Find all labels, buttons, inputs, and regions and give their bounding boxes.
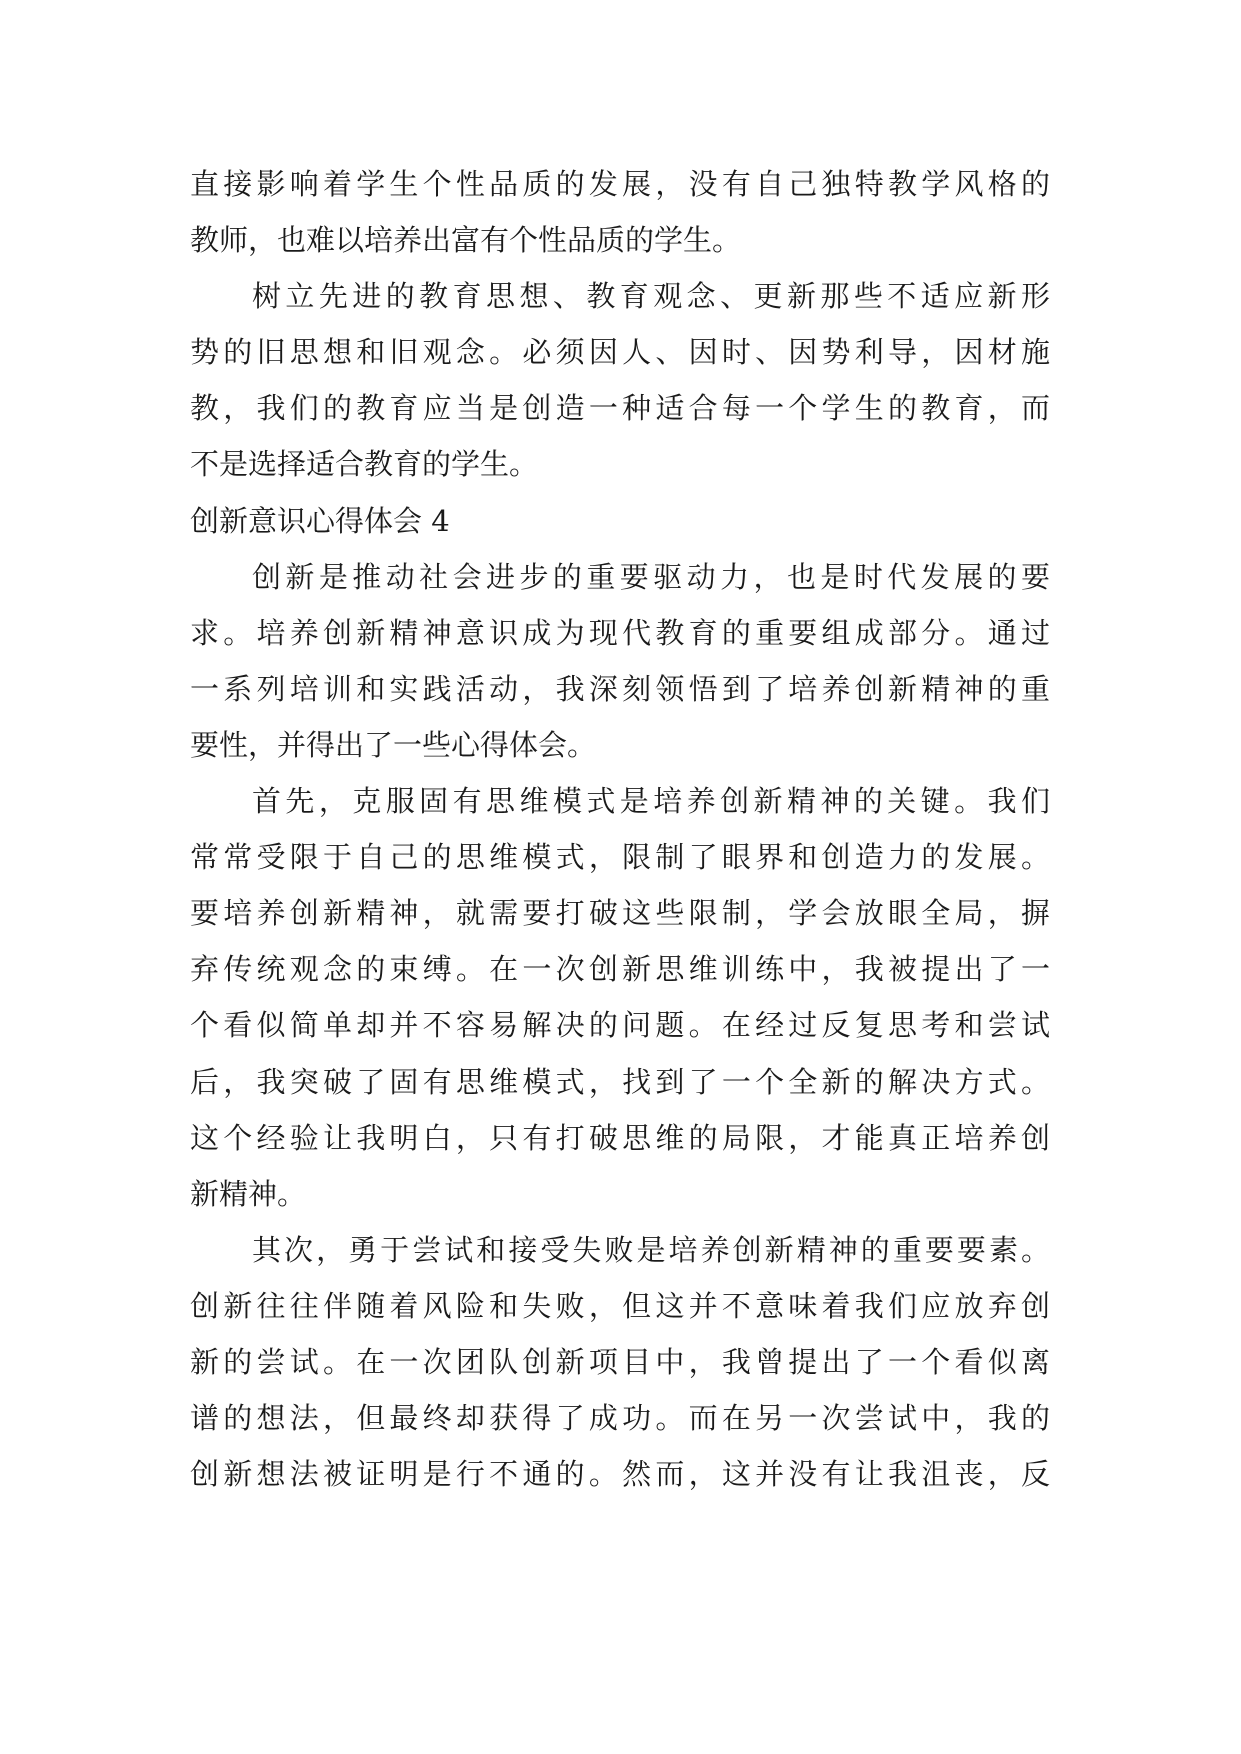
paragraph-line: 创新想法被证明是行不通的。然而，这并没有让我沮丧，反 — [190, 1457, 1050, 1492]
paragraph-line: 树立先进的教育思想、教育观念、更新那些不适应新形 — [252, 279, 1050, 314]
paragraph-line: 教，我们的教育应当是创造一种适合每一个学生的教育，而 — [190, 391, 1050, 426]
paragraph-line: 弃传统观念的束缚。在一次创新思维训练中，我被提出了一 — [190, 952, 1050, 987]
paragraph-line: 其次，勇于尝试和接受失败是培养创新精神的重要要素。 — [252, 1232, 1050, 1267]
section-heading: 创新意识心得体会 4 — [190, 503, 450, 538]
paragraph-line: 新精神。 — [190, 1176, 307, 1211]
paragraph-line: 要培养创新精神，就需要打破这些限制，学会放眼全局，摒 — [190, 896, 1050, 931]
paragraph-line: 势的旧思想和旧观念。必须因人、因时、因势利导，因材施 — [190, 335, 1050, 370]
paragraph-line: 创新是推动社会进步的重要驱动力，也是时代发展的要 — [252, 559, 1050, 594]
document-body — [190, 156, 1050, 1502]
paragraph-line: 新的尝试。在一次团队创新项目中，我曾提出了一个看似离 — [190, 1344, 1050, 1379]
paragraph-line: 一系列培训和实践活动，我深刻领悟到了培养创新精神的重 — [190, 671, 1050, 706]
paragraph-line: 谱的想法，但最终却获得了成功。而在另一次尝试中，我的 — [190, 1401, 1050, 1436]
paragraph-line: 直接影响着学生个性品质的发展，没有自己独特教学风格的 — [190, 167, 1050, 201]
paragraph-line: 教师，也难以培养出富有个性品质的学生。 — [190, 223, 742, 258]
paragraph-line: 这个经验让我明白，只有打破思维的局限，才能真正培养创 — [190, 1120, 1050, 1155]
paragraph-line: 不是选择适合教育的学生。 — [190, 447, 539, 482]
paragraph-line: 首先，克服固有思维模式是培养创新精神的关键。我们 — [252, 784, 1050, 819]
paragraph-line: 个看似简单却并不容易解决的问题。在经过反复思考和尝试 — [190, 1008, 1050, 1043]
paragraph-line: 常常受限于自己的思维模式，限制了眼界和创造力的发展。 — [190, 840, 1050, 875]
paragraph-line: 创新往往伴随着风险和失败，但这并不意味着我们应放弃创 — [190, 1288, 1050, 1323]
paragraph-line: 要性，并得出了一些心得体会。 — [190, 727, 597, 762]
paragraph-line: 后，我突破了固有思维模式，找到了一个全新的解决方式。 — [190, 1064, 1050, 1099]
paragraph-line: 求。培养创新精神意识成为现代教育的重要组成部分。通过 — [190, 615, 1050, 650]
